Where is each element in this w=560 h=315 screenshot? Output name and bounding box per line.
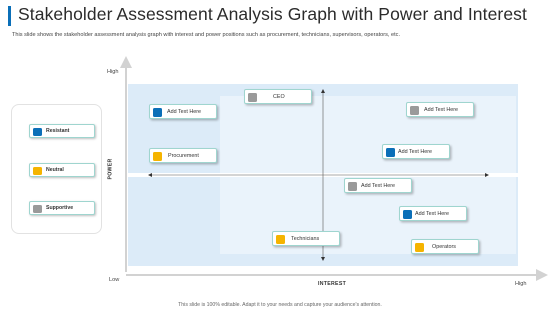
stakeholder-node[interactable] [399,206,467,221]
midline-arrow-top [321,89,325,93]
x-axis-high-label: High [515,281,527,287]
node-label: Operators [432,244,456,250]
node-swatch [248,93,257,102]
node-swatch [415,243,424,252]
node-swatch [410,106,419,115]
page-title: Stakeholder Assessment Analysis Graph with Power and Interest [18,4,527,24]
node-swatch [153,152,162,161]
node-swatch [403,210,412,219]
legend-label: Supportive [46,205,74,211]
node-label: Add Text Here [415,211,450,217]
legend-label: Neutral [46,167,64,173]
stakeholder-node-technicians[interactable] [272,231,340,246]
node-swatch [153,108,162,117]
stakeholder-node[interactable] [382,144,450,159]
stakeholder-node[interactable] [406,102,474,117]
stakeholder-node[interactable] [344,178,412,193]
node-label: Add Text Here [361,183,396,189]
midline-arrow-bottom [321,257,325,261]
stakeholder-node[interactable] [149,104,217,119]
y-axis-high-label: High [107,69,119,75]
stakeholder-node-ceo[interactable] [244,89,312,104]
node-swatch [348,182,357,191]
stakeholder-node-operators[interactable] [411,239,479,254]
legend-label: Resistant [46,128,70,134]
x-axis-title: INTEREST [318,281,347,287]
node-label: Technicians [291,236,320,242]
node-label: Procurement [168,153,199,159]
node-swatch [276,235,285,244]
x-axis-arrowhead [536,269,548,281]
y-axis-title: POWER [107,158,114,180]
midline-arrow-left [148,173,152,177]
node-label: Add Text Here [424,107,459,113]
stakeholder-node-procurement[interactable] [149,148,217,163]
y-axis-low-label: Low [109,277,120,283]
node-swatch [386,148,395,157]
midline-arrow-right [485,173,489,177]
page-subtitle: This slide shows the stakeholder assessment analysis graph with interest and power positions such as procurement, technicians, supervisors, operators, etc. [12,32,401,38]
node-label: CEO [273,94,285,100]
node-label: Add Text Here [167,109,202,115]
y-axis-arrowhead [120,56,132,68]
node-label: Add Text Here [398,149,433,155]
footer-note: This slide is 100% editable. Adapt it to your needs and capture your audience's attention. [178,302,382,308]
